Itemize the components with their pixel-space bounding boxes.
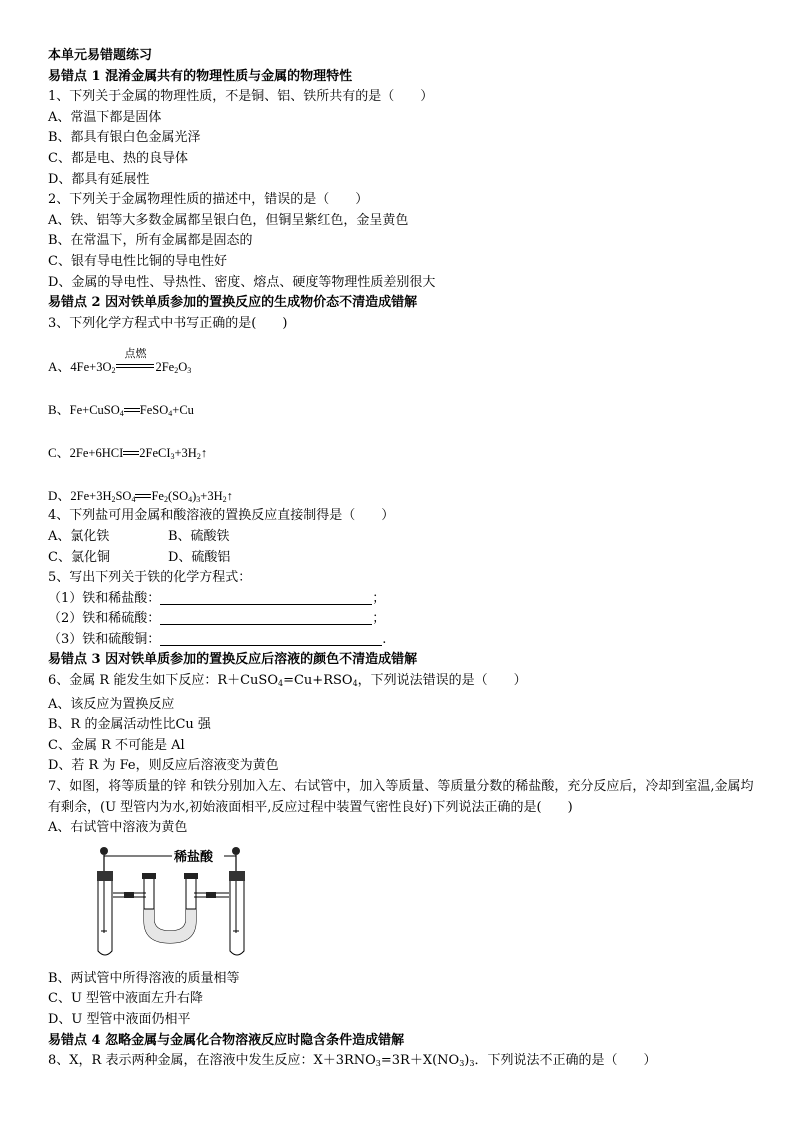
worksheet bbox=[48, 46, 758, 1075]
q2-stem: 2、下列关于金属物理性质的描述中，错误的是（ ） bbox=[48, 192, 369, 208]
q4-stem: 4、下列盐可用金属和酸溶液的置换反应直接制得是（ ） bbox=[48, 508, 395, 524]
gas-arrow-icon: ↑ bbox=[226, 489, 233, 504]
q4-option-a: A、氯化铁 bbox=[48, 528, 110, 544]
q1-option-d: D、都具有延展性 bbox=[48, 171, 150, 187]
gas-arrow-icon: ↑ bbox=[200, 446, 208, 461]
q6-option-d: D、若 R 为 Fe，则反应后溶液变为黄色 bbox=[48, 758, 279, 774]
condition-arrow: 点燃 bbox=[116, 357, 154, 377]
q3-option-a: A、$4Fe+3O_2$ 点燃 $2Fe_2O_3$ bbox=[48, 347, 192, 376]
q7-option-c: C、U 型管中液面左升右降 bbox=[48, 991, 204, 1007]
q1-stem: 1、下列关于金属的物理性质，不是铜、铝、铁所共有的是（ ） bbox=[48, 89, 434, 105]
q1-option-b: B、都具有银白色金属光泽 bbox=[48, 130, 201, 146]
equals-sign bbox=[124, 406, 140, 416]
q7-option-a: A、右试管中溶液为黄色 bbox=[48, 820, 188, 836]
q2-option-d: D、金属的导电性、导热性、密度、熔点、硬度等物理性质差别很大 bbox=[48, 274, 436, 290]
q3-option-d: D、$2Fe+3H_2SO_4$ $Fe_2(SO_4)_3+3H_2↑$ bbox=[48, 488, 233, 505]
q4-option-b: B、硫酸铁 bbox=[168, 528, 230, 544]
q6-option-c: C、金属 R 不可能是 Al bbox=[48, 737, 185, 753]
section-heading-3: 易错点 3 因对铁单质参加的置换反应后溶液的颜色不清造成错解 bbox=[48, 652, 418, 668]
q5-item-1: （1）铁和稀盐酸： ； bbox=[48, 590, 386, 606]
answer-blank[interactable] bbox=[160, 590, 372, 605]
q3-option-c: C、2Fe+6HCI $2FeCI_3+3H_2↑$ bbox=[48, 445, 208, 462]
q3-stem: 3、下列化学方程式中书写正确的是( ) bbox=[48, 315, 288, 331]
q3-option-b: B、Fe+CuSO$_4$ FeSO$_4$+Cu bbox=[48, 402, 194, 419]
q5-item-2: （2）铁和稀硫酸： ； bbox=[48, 611, 386, 627]
answer-blank[interactable] bbox=[160, 631, 382, 646]
figure-label-dilute-hcl: 稀盐酸 bbox=[172, 846, 215, 865]
q1-option-c: C、都是电、热的良导体 bbox=[48, 150, 188, 166]
q6-option-b: B、R 的金属活动性比Cu 强 bbox=[48, 717, 211, 733]
section-heading-1: 易错点 1 混淆金属共有的物理性质与金属的物理特性 bbox=[48, 68, 353, 84]
answer-blank[interactable] bbox=[160, 610, 372, 625]
q7-stem: 7、如图，将等质量的锌 和铁分别加入左、右试管中，加入等质量、等质量分数的稀盐酸，充分反应后，冷却到室温,金属均有剩余，(U 型管内为水,初始液面相平,反应过程中装置气密性良好)下列说法正确的是( ) bbox=[48, 779, 754, 815]
q8-stem: 8、X，R 表示两种金属，在溶液中发生反应：$X+3RNO_3=3R+X(NO_3)_3$．下列说法不正确的是（ ） bbox=[48, 1053, 657, 1069]
q4-options-row-1 bbox=[48, 527, 758, 548]
q4-option-c: C、氯化铜 bbox=[48, 549, 110, 565]
q6-stem: 6、金属 R 能发生如下反应：$R+CuSO_4=Cu+RSO_4$，下列说法错误的是（ ） bbox=[48, 673, 527, 689]
q5-item-3: （3）铁和硫酸铜： . bbox=[48, 631, 387, 647]
q7-option-b: B、两试管中所得溶液的质量相等 bbox=[48, 970, 240, 986]
page-title: 本单元易错题练习 bbox=[48, 48, 153, 63]
q6-option-a: A、该反应为置换反应 bbox=[48, 696, 175, 712]
q5-stem: 5、写出下列关于铁的化学方程式： bbox=[48, 570, 252, 586]
section-heading-2: 易错点 2 因对铁单质参加的置换反应的生成物价态不清造成错解 bbox=[48, 295, 418, 311]
equals-sign bbox=[135, 492, 151, 502]
q2-option-a: A、铁、铝等大多数金属都呈银白色，但铜呈紫红色，金呈黄色 bbox=[48, 212, 409, 228]
q2-option-c: C、银有导电性比铜的导电性好 bbox=[48, 253, 227, 269]
q1-option-a: A、常温下都是固体 bbox=[48, 109, 162, 125]
q4-option-d: D、硫酸铝 bbox=[168, 549, 231, 565]
section-heading-4: 易错点 4 忽略金属与金属化合物溶液反应时隐含条件造成错解 bbox=[48, 1032, 405, 1048]
q2-option-b: B、在常温下，所有金属都是固态的 bbox=[48, 233, 253, 249]
q4-options-row-2 bbox=[48, 548, 758, 569]
q7-option-d: D、U 型管中液面仍相平 bbox=[48, 1012, 191, 1027]
equals-sign bbox=[123, 449, 139, 459]
u-tube-apparatus-figure bbox=[94, 843, 274, 963]
